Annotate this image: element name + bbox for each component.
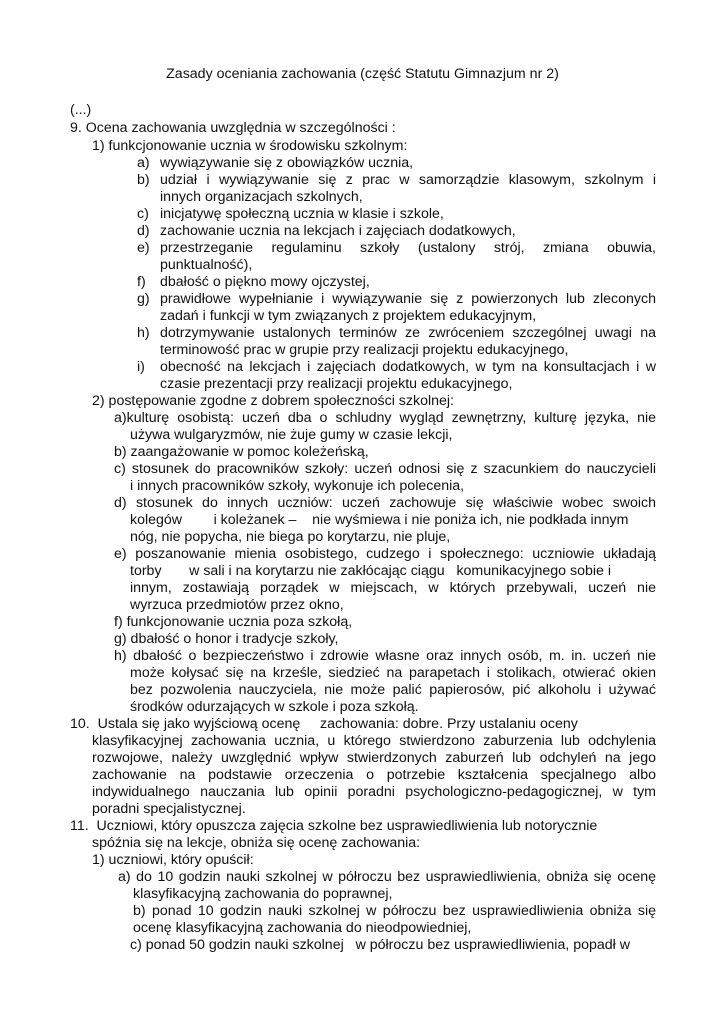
list-item-cont: zadań i funkcji w tym związanych z projektem edukacyjnym, xyxy=(160,308,537,324)
list-item: d) stosunek do innych uczniów: uczeń zachowuje się właściwie wobec swoich xyxy=(114,495,656,511)
section-11-subheading: 1) uczniowi, który opuścił: xyxy=(92,852,254,868)
list-item-cont: używa wulgaryzmów, nie żuje gumy w czasie lekcji, xyxy=(130,427,453,443)
list-item-cont: bez pozwolenia nauczyciela, nie może palić papierosów, pić alkoholu i używać xyxy=(130,682,656,698)
ellipsis: (...) xyxy=(70,102,92,118)
list-item: h) dbałość o bezpieczeństwo i zdrowie własne oraz innych osób, m. in. uczeń nie xyxy=(114,648,656,664)
list-item: c) ponad 50 godzin nauki szkolnej w półroczu bez usprawiedliwienia, popadł w xyxy=(130,937,631,953)
list-item: c) stosunek do pracowników szkoły: uczeń odnosi się z szacunkiem do nauczycieli xyxy=(114,461,656,477)
list-item: b) ponad 10 godzin nauki szkolnej w półroczu bez usprawiedliwienia obniża się xyxy=(133,903,656,919)
list-item: obecność na lekcjach i zajęciach dodatkowych, w tym na konsultacjach i w xyxy=(160,359,656,375)
item-marker: g) xyxy=(137,291,150,307)
list-item-cont: kolegów i koleżanek – nie wyśmiewa i nie poniża ich, nie podkłada innym xyxy=(130,512,629,528)
list-item-cont: wyrzuca przedmiotów przez okno, xyxy=(130,597,344,613)
item-marker: i) xyxy=(137,359,145,375)
item-marker: f) xyxy=(137,274,146,290)
list-item: b) zaangażowanie w pomoc koleżeńską, xyxy=(114,444,369,460)
section-11-text: spóźnia się na lekcje, obniża się ocenę zachowania: xyxy=(92,835,421,851)
item-marker: c) xyxy=(137,206,149,222)
list-item-cont: ocenę klasyfikacyjną zachowania do nieodpowiedniej, xyxy=(133,920,472,936)
section-10-text: indywidualnego nauczania lub opinii poradni psychologiczno-pedagogicznej, w tym xyxy=(92,784,656,800)
list-item: udział i wywiązywanie się z prac w samorządzie klasowym, szkolnym i xyxy=(160,172,656,188)
list-item: wywiązywanie się z obowiązków ucznia, xyxy=(160,155,414,171)
section-9-heading: 9. Ocena zachowania uwzględnia w szczególności : xyxy=(70,120,396,136)
item-marker: e) xyxy=(137,240,150,256)
list-item-cont: innym, zostawiają porządek w miejscach, w których przebywali, uczeń nie xyxy=(130,580,656,596)
section-10-text: klasyfikacyjnej zachowania ucznia, u którego stwierdzono zaburzenia lub odchylenia xyxy=(92,733,656,749)
list-item-cont: środków odurzających w szkole i poza szkołą. xyxy=(130,699,419,715)
list-item-cont: innych organizacjach szkolnych, xyxy=(160,189,363,205)
list-item: a) do 10 godzin nauki szkolnej w półroczu bez usprawiedliwienia, obniża się ocenę xyxy=(118,869,656,885)
list-item-cont: czasie prezentacji przy realizacji projektu edukacyjnego, xyxy=(160,376,513,392)
section-10-text: poradni specjalistycznej. xyxy=(92,801,246,817)
list-item-cont: nóg, nie popycha, nie biega po korytarzu, nie pluje, xyxy=(130,529,451,545)
list-item-cont: punktualność), xyxy=(160,257,253,273)
list-item: dbałość o piękno mowy ojczystej, xyxy=(160,274,370,290)
section-10-text: 10. Ustala się jako wyjściową ocenę zachowania: dobre. Przy ustalaniu oceny xyxy=(70,716,578,732)
list-item-cont: terminowość prac w grupie przy realizacji projektu edukacyjnego, xyxy=(160,342,569,358)
list-item-cont: może kołysać się na krześle, siedzieć na parapetach i stolikach, otwierać okien xyxy=(130,665,656,681)
list-item: inicjatywę społeczną ucznia w klasie i szkole, xyxy=(160,206,444,222)
list-item: przestrzeganie regulaminu szkoły (ustalony strój, zmiana obuwia, xyxy=(160,240,656,256)
point-2-heading: 2) postępowanie zgodne z dobrem społeczności szkolnej: xyxy=(92,393,454,409)
item-marker: d) xyxy=(137,223,150,239)
section-11-text: 11. Uczniowi, który opuszcza zajęcia szkolne bez usprawiedliwienia lub notorycznie xyxy=(70,818,598,834)
list-item: zachowanie ucznia na lekcjach i zajęciach dodatkowych, xyxy=(160,223,516,239)
page-title: Zasady oceniania zachowania (część Statutu Gimnazjum nr 2) xyxy=(166,66,559,82)
list-item: dotrzymywanie ustalonych terminów ze zwróceniem szczególnej uwagi na xyxy=(160,325,656,341)
item-marker: h) xyxy=(137,325,150,341)
list-item: e) poszanowanie mienia osobistego, cudzego i społecznego: uczniowie układają xyxy=(114,546,656,562)
section-10-text: rozwojowe, należy uwzględnić wpływ stwierdzonych zaburzeń lub odchyleń na jego xyxy=(92,750,656,766)
section-10-text: zachowanie na podstawie orzeczenia o potrzebie kształcenia specjalnego albo xyxy=(92,767,656,783)
list-item-cont: torby w sali i na korytarzu nie zakłócając ciągu komunikacyjnego sobie i xyxy=(130,563,612,579)
item-marker: a) xyxy=(137,155,150,171)
point-1-heading: 1) funkcjonowanie ucznia w środowisku szkolnym: xyxy=(92,138,408,154)
item-marker: b) xyxy=(137,172,150,188)
list-item: g) dbałość o honor i tradycje szkoły, xyxy=(114,631,339,647)
list-item-cont: klasyfikacyjną zachowania do poprawnej, xyxy=(133,886,393,902)
list-item: prawidłowe wypełnianie i wywiązywanie się z powierzonych lub zleconych xyxy=(160,291,656,307)
list-item: a)kulturę osobistą: uczeń dba o schludny wygląd zewnętrzny, kulturę języka, nie xyxy=(114,410,656,426)
list-item: f) funkcjonowanie ucznia poza szkołą, xyxy=(114,614,353,630)
list-item-cont: i innych pracowników szkoły, wykonuje ich polecenia, xyxy=(130,478,465,494)
